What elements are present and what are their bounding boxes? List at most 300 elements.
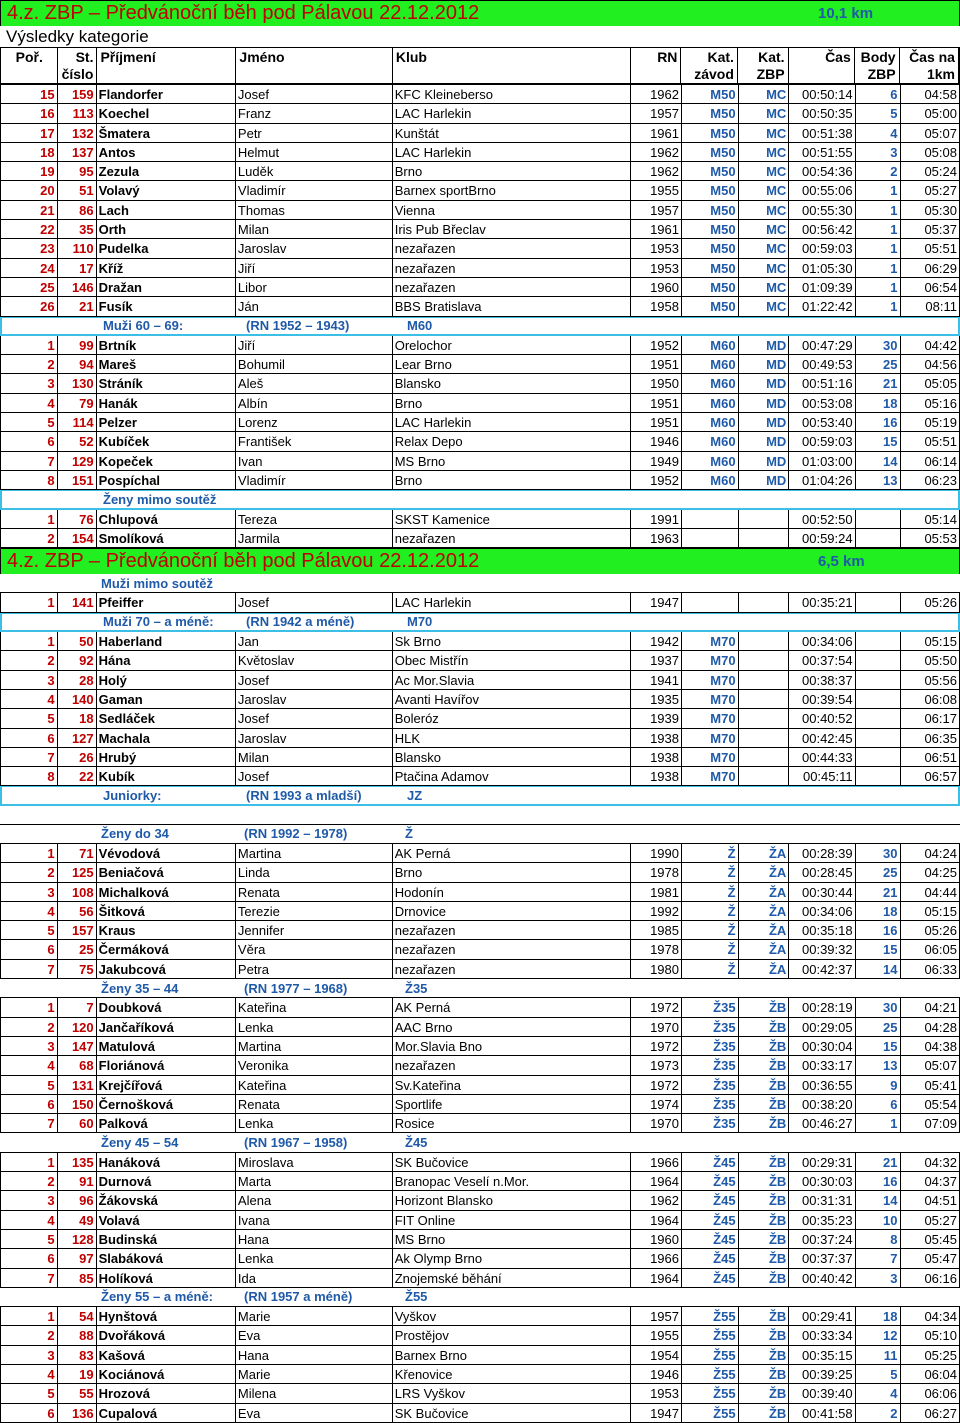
cell-pace: 05:54 [901,1095,960,1113]
cell-zbp-category: ŽB [739,1307,790,1325]
cell-time: 00:50:35 [789,104,855,122]
cell-first-name: Luděk [236,162,393,180]
cell-race-category [682,510,739,528]
cell-race-category: Ž [682,844,739,862]
cell-zbp-category: ŽB [739,1404,790,1422]
cell-birth-year: 1973 [631,1056,682,1074]
cell-race-category: M50 [682,239,739,257]
cell-start-number: 113 [58,104,97,122]
cell-surname: Doubková [97,998,236,1016]
cell-position: 2 [0,1172,58,1190]
table-row [0,1191,960,1210]
cell-pace: 05:07 [901,1056,960,1074]
cell-race-category [682,593,739,611]
cell-surname: Budinská [97,1230,236,1248]
cell-position: 21 [0,201,58,219]
cell-start-number: 131 [58,1076,97,1094]
cell-birth-year: 1947 [631,1404,682,1422]
cell-pace: 05:15 [901,902,960,920]
cell-first-name: Ida [236,1269,393,1287]
cell-race-category: M60 [682,452,739,470]
cell-birth-year: 1963 [631,529,682,547]
category-years: (RN 1993 a mladší) [244,786,405,805]
category-years: (RN 1977 – 1968) [242,979,403,998]
cell-surname: Brtník [97,336,236,354]
cell-points: 16 [856,921,901,939]
category-heading [0,1288,960,1307]
table-row [0,1326,960,1345]
cell-race-category: M50 [682,220,739,238]
cell-time: 00:28:45 [789,863,855,881]
cell-position: 4 [0,394,58,412]
cell-points: 15 [856,940,901,958]
table-row [0,1384,960,1403]
cell-race-category: M70 [682,729,739,747]
header-casna_b-line2: 1km [903,66,955,83]
cell-first-name: Petra [236,960,393,978]
cell-club: nezařazen [393,921,632,939]
table-row [0,844,960,863]
cell-surname: Kopeček [97,452,236,470]
cell-position: 4 [0,1056,58,1074]
cell-club: Znojemské běhání [393,1269,632,1287]
cell-first-name: Vladimír [236,471,393,489]
cell-first-name: Aleš [236,374,393,392]
cell-time: 00:59:03 [789,432,855,450]
cell-race-category: Ž45 [682,1230,739,1248]
table-row [0,902,960,921]
cell-surname: Hanák [97,394,236,412]
cell-first-name: Petr [236,124,393,142]
cell-zbp-category: ŽB [739,1269,790,1287]
cell-race-category: M70 [682,748,739,766]
cell-position: 2 [0,355,58,373]
cell-race-category: M60 [682,374,739,392]
cell-start-number: 54 [58,1307,97,1325]
table-row [0,1249,960,1268]
cell-zbp-category: ŽA [739,883,790,901]
cell-position: 7 [0,960,58,978]
cell-pace: 04:44 [901,883,960,901]
cell-time: 00:30:44 [789,883,855,901]
cell-zbp-category: ŽB [739,998,790,1016]
cell-points [856,729,901,747]
cell-time: 01:04:26 [789,471,855,489]
cell-race-category: M50 [682,124,739,142]
header-por-line1: Poř. [4,49,54,66]
cell-club: BBS Bratislava [393,297,632,315]
cell-pace: 05:51 [901,432,960,450]
table-row [0,593,960,612]
cell-time: 00:33:17 [789,1056,855,1074]
cell-surname: Sedláček [97,709,236,727]
cell-start-number: 55 [58,1384,97,1402]
cell-position: 6 [0,1249,58,1267]
cell-pace: 05:51 [901,239,960,257]
cell-start-number: 86 [58,201,97,219]
table-row [0,671,960,690]
cell-race-category: Ž45 [682,1191,739,1209]
cell-surname: Volavá [97,1211,236,1229]
cell-club: AK Perná [393,998,632,1016]
cell-start-number: 95 [58,162,97,180]
cell-birth-year: 1962 [631,143,682,161]
cell-first-name: Marta [236,1172,393,1190]
cell-zbp-category [739,767,790,785]
cell-surname: Floriánová [97,1056,236,1074]
cell-position: 5 [0,1384,58,1402]
cell-start-number: 127 [58,729,97,747]
cell-birth-year: 1957 [631,201,682,219]
cell-race-category: M60 [682,394,739,412]
cell-surname: Kraus [97,921,236,939]
header-klub-line1: Klub [396,49,627,66]
cell-pace: 05:19 [901,413,960,431]
cell-birth-year: 1958 [631,297,682,315]
cell-zbp-category [739,529,790,547]
cell-first-name: Josef [236,767,393,785]
cell-birth-year: 1955 [631,181,682,199]
cell-pace: 04:38 [901,1037,960,1055]
cell-club: Sk Brno [393,632,632,650]
cell-surname: Krejčířová [97,1076,236,1094]
category-code: M60 [405,317,605,336]
cell-time: 00:38:20 [789,1095,855,1113]
cell-zbp-category: ŽB [739,1211,790,1229]
header-cas [789,48,855,83]
cell-race-category: M50 [682,143,739,161]
category-heading [0,613,960,632]
cell-club: SKST Kamenice [393,510,632,528]
header-katz_a [681,48,737,83]
cell-zbp-category: MC [739,124,790,142]
cell-pace: 05:45 [901,1230,960,1248]
cell-first-name: Ivana [236,1211,393,1229]
cell-pace: 05:30 [901,201,960,219]
table-row [0,729,960,748]
cell-pace: 04:42 [901,336,960,354]
cell-position: 20 [0,181,58,199]
cell-time: 00:37:37 [789,1249,855,1267]
cell-zbp-category: MD [739,413,790,431]
cell-zbp-category: MC [739,162,790,180]
cell-start-number: 129 [58,452,97,470]
cell-points [856,709,901,727]
cell-pace: 06:29 [901,259,960,277]
cell-surname: Zezula [97,162,236,180]
cell-points: 14 [856,1191,901,1209]
cell-first-name: Libor [236,278,393,296]
cell-points: 30 [856,844,901,862]
cell-first-name: Lenka [236,1249,393,1267]
cell-pace: 05:10 [901,1326,960,1344]
cell-surname: Smolíková [97,529,236,547]
cell-points: 6 [856,1095,901,1113]
table-row [0,1056,960,1075]
cell-pace: 05:26 [901,593,960,611]
cell-birth-year: 1960 [631,1230,682,1248]
table-row [0,921,960,940]
cell-surname: Pfeiffer [97,593,236,611]
cell-first-name: Eva [236,1326,393,1344]
cell-first-name: Jaroslav [236,729,393,747]
cell-club: MS Brno [393,452,632,470]
cell-club: Blansko [393,748,632,766]
cell-points: 11 [856,1346,901,1364]
cell-zbp-category [739,593,790,611]
cell-race-category: Ž [682,921,739,939]
cell-pace: 05:14 [901,510,960,528]
cell-first-name: Terezie [236,902,393,920]
cell-points: 2 [856,1404,901,1422]
cell-zbp-category [739,748,790,766]
cell-position: 7 [0,1269,58,1287]
cell-first-name: Jaroslav [236,239,393,257]
table-row [0,413,960,432]
cell-start-number: 50 [58,632,97,650]
cell-surname: Holý [97,671,236,689]
category-code: Ž45 [403,1133,603,1152]
cell-birth-year: 1941 [631,671,682,689]
cell-start-number: 75 [58,960,97,978]
cell-zbp-category: ŽB [739,1384,790,1402]
cell-start-number: 94 [58,355,97,373]
cell-position: 26 [0,297,58,315]
cell-position: 4 [0,690,58,708]
cell-zbp-category: ŽB [739,1114,790,1132]
cell-start-number: 21 [58,297,97,315]
cell-zbp-category: ŽA [739,844,790,862]
cell-start-number: 137 [58,143,97,161]
table-row [0,863,960,882]
category-name: Muži mimo soutěž [99,574,242,593]
cell-birth-year: 1970 [631,1018,682,1036]
cell-points [856,748,901,766]
cell-race-category: M60 [682,355,739,373]
cell-start-number: 146 [58,278,97,296]
cell-points: 25 [856,355,901,373]
cell-club: Blansko [393,374,632,392]
cell-time: 00:36:55 [789,1076,855,1094]
cell-surname: Fusík [97,297,236,315]
cell-zbp-category [739,729,790,747]
cell-position: 2 [0,1018,58,1036]
cell-surname: Flandorfer [97,85,236,103]
cell-club: nezařazen [393,1056,632,1074]
cell-surname: Volavý [97,181,236,199]
cell-birth-year: 1960 [631,278,682,296]
cell-zbp-category [739,671,790,689]
cell-points: 18 [856,1307,901,1325]
cell-club: Vienna [393,201,632,219]
cell-position: 3 [0,1191,58,1209]
table-row [0,709,960,728]
cell-surname: Beniačová [97,863,236,881]
cell-points: 13 [856,1056,901,1074]
cell-time: 00:35:21 [789,593,855,611]
cell-zbp-category: MC [739,85,790,103]
cell-surname: Hrubý [97,748,236,766]
table-row [0,940,960,959]
cell-zbp-category: MC [739,143,790,161]
cell-first-name: Kateřina [236,1076,393,1094]
cell-start-number: 128 [58,1230,97,1248]
cell-surname: Koechel [97,104,236,122]
cell-time: 00:40:52 [789,709,855,727]
cell-start-number: 79 [58,394,97,412]
header-body_a [855,48,900,83]
cell-position: 23 [0,239,58,257]
cell-zbp-category: MD [739,432,790,450]
cell-pace: 05:26 [901,921,960,939]
table-row [0,143,960,162]
cell-start-number: 141 [58,593,97,611]
cell-points: 1 [856,201,901,219]
cell-time: 00:42:45 [789,729,855,747]
cell-position: 18 [0,143,58,161]
cell-position: 7 [0,452,58,470]
title2-text: 4.z. ZBP – Předvánoční běh pod Pálavou 22.12.2012 [7,550,479,572]
cell-race-category: M50 [682,104,739,122]
cell-first-name: Věra [236,940,393,958]
cell-pace: 07:09 [901,1114,960,1132]
cell-points: 1 [856,1114,901,1132]
cell-zbp-category: ŽB [739,1056,790,1074]
cell-race-category: M70 [682,767,739,785]
cell-time: 00:35:23 [789,1211,855,1229]
cell-start-number: 83 [58,1346,97,1364]
cell-zbp-category: MC [739,104,790,122]
table-row [0,162,960,181]
header-rn-line1: RN [634,49,678,66]
cell-race-category: Ž35 [682,1018,739,1036]
cell-birth-year: 1947 [631,593,682,611]
cell-pace: 05:05 [901,374,960,392]
cell-zbp-category: MC [739,297,790,315]
cell-first-name: Eva [236,1404,393,1422]
cell-position: 6 [0,432,58,450]
cell-position: 17 [0,124,58,142]
cell-pace: 05:07 [901,124,960,142]
cell-zbp-category: ŽB [739,1095,790,1113]
cell-position: 3 [0,1346,58,1364]
cell-points: 4 [856,124,901,142]
cell-birth-year: 1935 [631,690,682,708]
table-row [0,1172,960,1191]
subtitle: Výsledky kategorie [0,26,960,47]
cell-points: 25 [856,863,901,881]
cell-points: 12 [856,1326,901,1344]
cell-surname: Cupalová [97,1404,236,1422]
cell-surname: Jančaříková [97,1018,236,1036]
cell-birth-year: 1946 [631,1365,682,1383]
header-casna_a [900,48,959,83]
table-row [0,1269,960,1288]
cell-birth-year: 1953 [631,259,682,277]
cell-club: Ak Olymp Brno [393,1249,632,1267]
table-row [0,336,960,355]
cell-points: 15 [856,1037,901,1055]
cell-birth-year: 1964 [631,1269,682,1287]
cell-birth-year: 1964 [631,1172,682,1190]
cell-birth-year: 1954 [631,1346,682,1364]
cell-position: 2 [0,863,58,881]
cell-pace: 05:50 [901,651,960,669]
cell-zbp-category: ŽB [739,1191,790,1209]
cell-club: Prostějov [393,1326,632,1344]
cell-surname: Antos [97,143,236,161]
cell-start-number: 136 [58,1404,97,1422]
cell-birth-year: 1942 [631,632,682,650]
cell-start-number: 150 [58,1095,97,1113]
cell-birth-year: 1962 [631,162,682,180]
cell-race-category: Ž [682,883,739,901]
cell-birth-year: 1981 [631,883,682,901]
cell-surname: Kubík [97,767,236,785]
cell-club: nezařazen [393,960,632,978]
cell-start-number: 22 [58,767,97,785]
table-row [0,883,960,902]
header-st_a [58,48,97,83]
title2 [0,548,960,574]
cell-first-name: Josef [236,671,393,689]
cell-birth-year: 1938 [631,748,682,766]
cell-race-category: Ž45 [682,1172,739,1190]
cell-pace: 06:05 [901,940,960,958]
cell-pace: 04:24 [901,844,960,862]
category-years: (RN 1967 – 1958) [242,1133,403,1152]
cell-time: 00:29:41 [789,1307,855,1325]
cell-first-name: Miroslava [236,1153,393,1171]
cell-pace: 04:34 [901,1307,960,1325]
cell-time: 00:28:19 [789,998,855,1016]
cell-race-category: Ž [682,902,739,920]
cell-birth-year: 1952 [631,336,682,354]
cell-position: 16 [0,104,58,122]
cell-surname: Holíková [97,1269,236,1287]
cell-pace: 04:32 [901,1153,960,1171]
cell-time: 00:53:08 [789,394,855,412]
cell-time: 00:50:14 [789,85,855,103]
cell-pace: 06:57 [901,767,960,785]
cell-position: 7 [0,748,58,766]
cell-points: 1 [856,297,901,315]
cell-birth-year: 1949 [631,452,682,470]
cell-points: 25 [856,1018,901,1036]
cell-club: Barnex sportBrno [393,181,632,199]
cell-position: 5 [0,413,58,431]
cell-race-category: Ž55 [682,1326,739,1344]
table-row [0,278,960,297]
table-row [0,510,960,529]
cell-surname: Hynštová [97,1307,236,1325]
cell-birth-year: 1938 [631,729,682,747]
cell-birth-year: 1964 [631,1211,682,1229]
cell-race-category: M50 [682,259,739,277]
cell-birth-year: 1972 [631,998,682,1016]
cell-surname: Žákovská [97,1191,236,1209]
cell-surname: Šitková [97,902,236,920]
category-heading [0,979,960,998]
header-row [0,47,960,85]
cell-first-name: Helmut [236,143,393,161]
table-row [0,201,960,220]
table-row [0,104,960,123]
cell-pace: 05:15 [901,632,960,650]
cell-surname: Matulová [97,1037,236,1055]
cell-birth-year: 1962 [631,1191,682,1209]
cell-start-number: 140 [58,690,97,708]
